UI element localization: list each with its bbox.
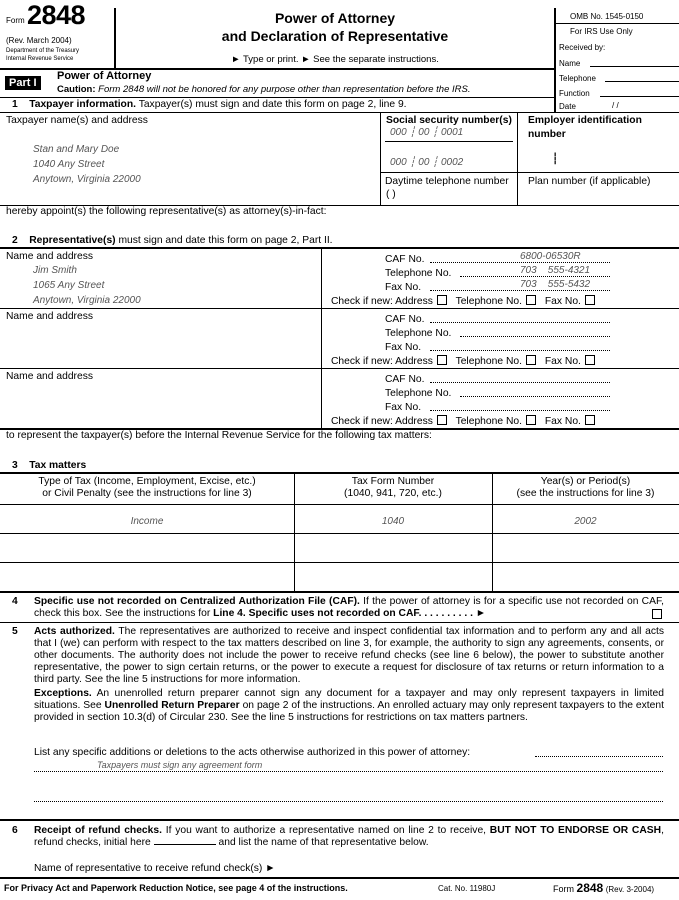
ssn-label: Social security number(s) [386, 115, 512, 126]
fax-label: Fax No. [385, 282, 422, 293]
new-address-checkbox[interactable] [437, 415, 447, 425]
new-fax-checkbox[interactable] [585, 355, 595, 365]
line4-checkbox[interactable] [652, 609, 662, 619]
irs-date-field[interactable]: / / [612, 101, 619, 110]
caf-label: CAF No. [385, 374, 425, 385]
new-address-checkbox[interactable] [437, 295, 447, 305]
list-additions-value[interactable]: Taxpayers must sign any agreement form [97, 760, 263, 770]
ein-field[interactable]: ┆ [552, 154, 559, 165]
ein-label: Employer identification [528, 115, 642, 126]
caution-label: Caution: [57, 84, 96, 95]
list-additions-label: List any specific additions or deletions to the acts otherwise authorized in this power of attorney: [34, 747, 471, 758]
omb-number: OMB No. 1545-0150 [570, 12, 644, 21]
taxpayer-city[interactable]: Anytown, Virginia 22000 [33, 174, 141, 185]
telephone-value[interactable]: 703 555-4321 [520, 265, 591, 276]
department: Department of the Treasury [6, 48, 80, 54]
form-number: 2848 [27, 0, 86, 30]
represent-text: to represent the taxpayer(s) before the Internal Revenue Service for the following tax matters: [6, 430, 432, 441]
revision: (Rev. March 2004) [6, 36, 72, 45]
check-if-new-row: Check if new: Address Telephone No. Fax No. [331, 295, 601, 307]
fax-label: Fax No. [385, 342, 422, 353]
exceptions-text: Exceptions. An unenrolled return preparer cannot sign any document for a taxpayer and may only represent taxpayers in limited situations. See Unenrolled Return Preparer on page 2 of the instructions. An enrolled actuary may only represent taxpayers to the extent provided in section 10.3(d) of Circular 230. See the line 5 instructions for restrictions on tax matters partners. [34, 688, 664, 723]
line4-num: 4 [12, 596, 18, 607]
tax-type-cell[interactable]: Income [130, 516, 164, 527]
daytime-phone-field[interactable]: ( ) [386, 189, 396, 200]
initial-here-field[interactable] [154, 844, 216, 845]
line6-num: 6 [12, 825, 18, 836]
taxpayer-name-label: Taxpayer name(s) and address [6, 115, 148, 126]
check-if-new-row: Check if new: Address Telephone No. Fax No. [331, 355, 601, 367]
caf-label: CAF No. [385, 254, 425, 265]
rep-name-label: Name and address [6, 371, 94, 382]
line6-text: Receipt of refund checks. If you want to authorize a representative named on line 2 to receive, BUT NOT TO ENDORSE OR CASH, refund checks, initial here and list the name of that representative below. [34, 825, 664, 848]
new-fax-checkbox[interactable] [585, 295, 595, 305]
rep-name-label: Name and address [6, 311, 94, 322]
footer-form: Form 2848 (Rev. 3-2004) [553, 881, 655, 895]
new-telephone-checkbox[interactable] [526, 355, 536, 365]
fax-value[interactable]: 703 555-5432 [520, 279, 591, 290]
telephone-label: Telephone No. [385, 328, 452, 339]
irs-telephone-field[interactable] [605, 81, 679, 82]
telephone-label: Telephone No. [385, 388, 452, 399]
caf-label: CAF No. [385, 314, 425, 325]
tax-year-cell[interactable]: 2002 [574, 516, 597, 527]
taxpayer-name[interactable]: Stan and Mary Doe [33, 144, 120, 155]
additions-line-2[interactable] [34, 801, 663, 802]
line3-heading: 3 Tax matters [12, 460, 87, 471]
taxpayer-street[interactable]: 1040 Any Street [33, 159, 105, 170]
form-label: Form [6, 16, 25, 25]
rep-name-label: Name and address [6, 251, 94, 262]
fax-label: Fax No. [385, 402, 422, 413]
privacy-notice: For Privacy Act and Paperwork Reduction Notice, see page 4 of the instructions. [4, 883, 348, 893]
irs-function-field[interactable] [600, 96, 679, 97]
col-year-header: Year(s) or Period(s) (see the instructions for line 3) [516, 476, 655, 499]
agency: Internal Revenue Service [6, 56, 74, 62]
new-address-checkbox[interactable] [437, 355, 447, 365]
daytime-phone-label: Daytime telephone number [385, 176, 509, 187]
appoint-text: hereby appoint(s) the following representative(s) as attorney(s)-in-fact: [6, 206, 327, 217]
line1-heading: 1 Taxpayer information. Taxpayer(s) must sign and date this form on page 2, line 9. [12, 99, 407, 110]
check-if-new-row: Check if new: Address Telephone No. Fax No. [331, 415, 601, 427]
telephone-label: Telephone No. [385, 268, 452, 279]
ein-label-2: number [528, 129, 566, 140]
rep-street[interactable]: 1065 Any Street [33, 280, 105, 291]
received-by-label: Received by: [559, 43, 606, 52]
caution-body: Form 2848 will not be honored for any purpose other than representation before the IRS. [98, 84, 471, 95]
irs-function-label: Function [559, 89, 590, 98]
rep-name[interactable]: Jim Smith [33, 265, 77, 276]
irs-name-label: Name [559, 59, 581, 68]
rep-city[interactable]: Anytown, Virginia 22000 [33, 295, 141, 306]
caution-text [57, 84, 470, 95]
part1-title: Power of Attorney [57, 70, 152, 82]
tax-form-cell[interactable]: 1040 [381, 516, 405, 527]
additions-line-1[interactable] [34, 771, 663, 772]
ssn-2[interactable]: 000 ┆ 00 ┆ 0002 [390, 157, 464, 168]
instructions-note: ► Type or print. ► See the separate instructions. [231, 54, 439, 65]
new-fax-checkbox[interactable] [585, 415, 595, 425]
plan-number-label: Plan number (if applicable) [528, 176, 651, 187]
cat-number: Cat. No. 11980J [438, 884, 496, 893]
title-line2: and Declaration of Representative [221, 28, 449, 44]
refund-rep-name-label: Name of representative to receive refund check(s) ► [34, 863, 276, 874]
title-line1: Power of Attorney [274, 10, 396, 26]
irs-use-label: For IRS Use Only [570, 27, 633, 36]
line2-heading: 2 Representative(s) must sign and date this form on page 2, Part II. [12, 235, 333, 246]
ssn-1[interactable]: 000 ┆ 00 ┆ 0001 [390, 127, 464, 138]
irs-name-field[interactable] [590, 66, 679, 67]
irs-telephone-label: Telephone [559, 74, 596, 83]
irs-date-label: Date [559, 102, 576, 111]
line5-num: 5 [12, 626, 18, 637]
line5-text: Acts authorized. The representatives are authorized to receive and inspect confidential tax information and to perform any and all acts that I (we) can perform with respect to the tax matters described on line 3, for example, the authority to sign any agreements, consents, or other documents. The authority does not include the power to receive refund checks (see line 6 below), the power to substitute another representative, the power to sign certain returns, or the power to execute a request for disclosure of tax returns or return information to a third party. See the line 5 instructions for more information. [34, 626, 664, 685]
new-telephone-checkbox[interactable] [526, 295, 536, 305]
col-type-header: Type of Tax (Income, Employment, Excise, etc.) or Civil Penalty (see the instructions for line 3) [38, 476, 256, 499]
new-telephone-checkbox[interactable] [526, 415, 536, 425]
col-form-header: Tax Form Number (1040, 941, 720, etc.) [344, 476, 442, 499]
part1-badge: Part I [5, 76, 41, 90]
caf-value[interactable]: 6800-06530R [520, 251, 581, 262]
line4-text: Specific use not recorded on Centralized Authorization File (CAF). If the power of attorney is for a specific use not recorded on CAF, check this box. See the instructions for Line 4. Specific uses not recorded on CAF. . . . . . . . . . ► [34, 596, 664, 619]
